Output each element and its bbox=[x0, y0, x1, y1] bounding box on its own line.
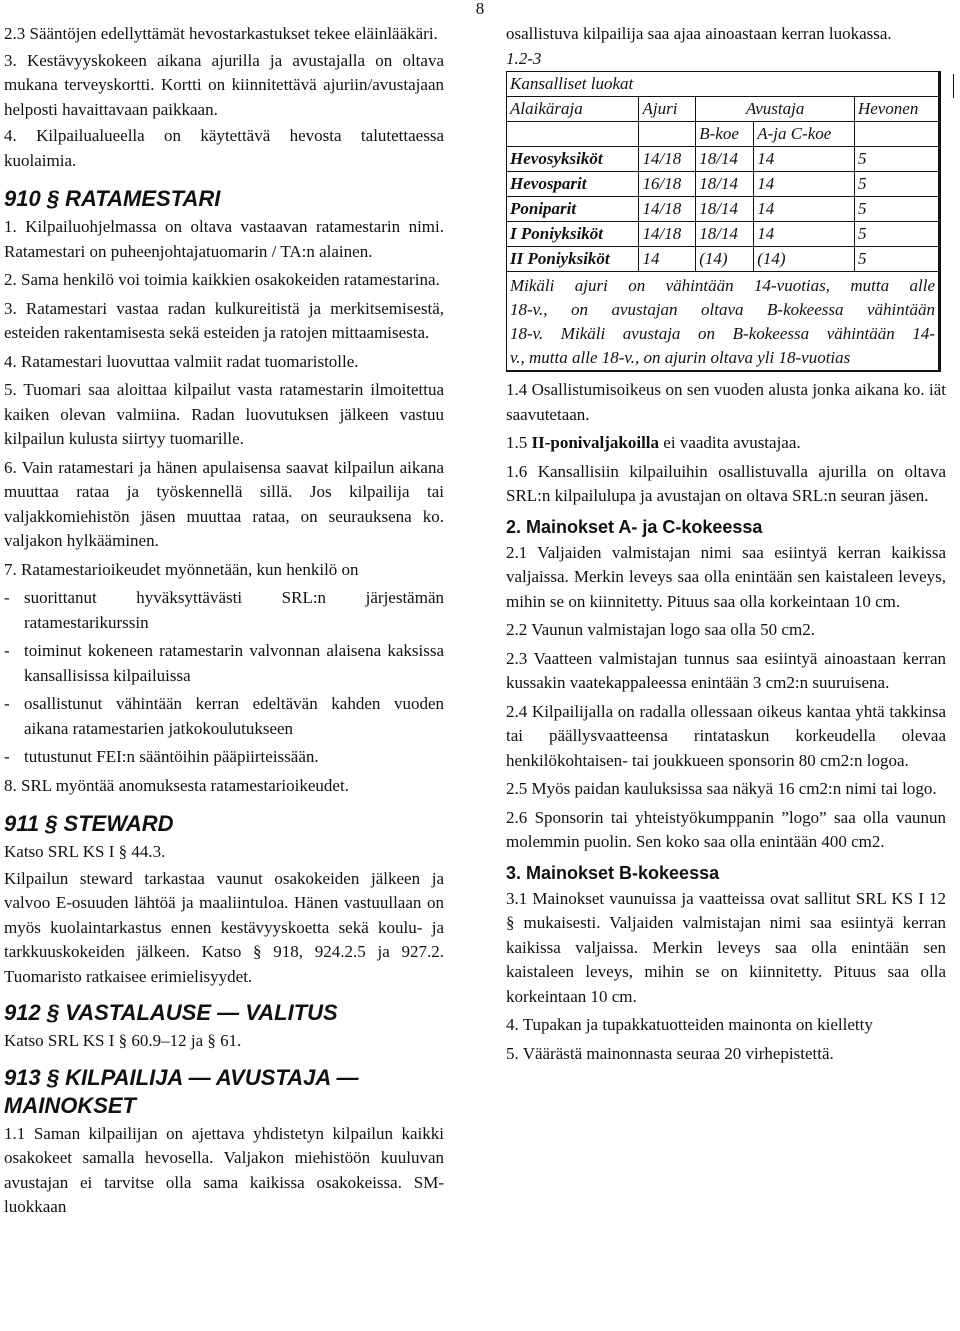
paragraph-3: 3. Kestävyyskokeen aikana ajurilla ja avustajalla on oltava mukana terveyskortti. Kortti on kiinnitettävä ajuriin/avustajaan helposti havaittavaan paikkaan. bbox=[4, 50, 444, 119]
cell-horse: 5 bbox=[854, 222, 939, 247]
dash-bullet: - bbox=[4, 694, 10, 713]
table-row bbox=[507, 172, 940, 197]
cell-b-test: (14) bbox=[696, 247, 754, 272]
paragraph-910-2: 2. Sama henkilö voi toimia kaikkien osakokeiden ratamestarina. bbox=[4, 270, 440, 289]
range-label: 1.2-3 bbox=[506, 48, 542, 68]
paragraph-4: 4. Kilpailualueella on käytettävä hevosta talutettaessa kuolaimia. bbox=[4, 126, 444, 170]
right-column bbox=[506, 22, 946, 1066]
table-note-line: 18-v., on avustajan oltava B-kokeessa vähintään bbox=[510, 300, 935, 319]
paragraph-910-6: 6. Vain ratamestari ja hänen apulaisensa saavat kilpailun aikana muuttaa rataa ja työskennellä sillä. Jos kilpailija tai valjakkomiehistön jäsen muuttaa rataa, on seurauksena ko. valjakon hylkääminen. bbox=[4, 457, 444, 550]
cell-driver: 14/18 bbox=[639, 222, 696, 247]
table-row bbox=[507, 247, 940, 272]
heading-912: 912 § VASTALAUSE — VALITUS bbox=[4, 1000, 338, 1025]
table-row bbox=[507, 222, 940, 247]
paragraph-910-8: 8. SRL myöntää anomuksesta ratamestarioikeudet. bbox=[4, 775, 349, 795]
paragraph-1-4: 1.4 Osallistumisoikeus on sen vuoden alusta jonka aikana ko. iät saavutetaan. bbox=[506, 380, 946, 424]
heading-913: 913 § KILPAILIJA — AVUSTAJA — MAINOKSET bbox=[4, 1064, 359, 1118]
subheader-empty bbox=[639, 122, 696, 147]
dash-item-text: tutustunut FEI:n sääntöihin pääpiirteissään. bbox=[24, 747, 319, 766]
dash-item-text: suorittanut hyväksyttävästi SRL:n järjestämän ratamestarikurssin bbox=[24, 588, 444, 632]
margin-bar bbox=[953, 74, 954, 98]
subheader-empty bbox=[854, 122, 939, 147]
heading-3: 3. Mainokset B-kokeessa bbox=[506, 862, 720, 883]
cell-driver: 14 bbox=[639, 247, 696, 272]
heading-2: 2. Mainokset A- ja C-kokeessa bbox=[506, 516, 763, 537]
paragraph-911-body: Kilpailun steward tarkastaa vaunut osakokeiden jälkeen ja valvoo E-osuuden lähtöä ja maaliintuloa. Hänen vastuullaan on myös kuolaintarkastus ennen kestävyyskoetta sekä koulu- ja tarkkuuskokeiden jälkeen. Katso § 918, 924.2.5 ja 927.2. Tuomaristo ratkaisee erimielisyydet. bbox=[4, 868, 444, 986]
paragraph-910-5: 5. Tuomari saa aloittaa kilpailut vasta ratamestarin ilmoitettua kaiken olevan valmiina. Radan luovutuksen jälkeen vastuu kilpailun kulusta siirtyy tuomarille. bbox=[4, 380, 444, 448]
table-note-line: Mikäli ajuri on vähintään 14-vuotias, mutta alle bbox=[510, 276, 935, 295]
subheader-ac-test: A-ja C-koe bbox=[754, 122, 855, 147]
table-note-line: v., mutta alle 18-v., on ajurin oltava yli 18-vuotias bbox=[510, 348, 851, 367]
cell-horse: 5 bbox=[854, 172, 939, 197]
header-driver: Ajuri bbox=[639, 97, 696, 122]
row-label: Hevosparit bbox=[507, 172, 639, 197]
dash-item bbox=[4, 639, 444, 688]
paragraph-1-5-prefix: 1.5 bbox=[506, 433, 532, 452]
cell-horse: 5 bbox=[854, 197, 939, 222]
paragraph-2-5: 2.5 Myös paidan kauluksissa saa näkyä 16 cm2:n nimi tai logo. bbox=[506, 779, 937, 798]
subheader-empty bbox=[507, 122, 639, 147]
dash-bullet: - bbox=[4, 747, 10, 766]
cell-ac-test: 14 bbox=[754, 197, 855, 222]
header-assistant: Avustaja bbox=[696, 97, 855, 122]
paragraph-913: 1.1 Saman kilpailijan on ajettava yhdistetyn kilpailun kaikki osakokeet samalla hevosella. Valjakon miehistöön kuuluvan avustajan ei tarvitse olla sama kaikissa osakokeissa. SM-luokkaan bbox=[4, 1123, 444, 1216]
cell-horse: 5 bbox=[854, 247, 939, 272]
table-row bbox=[507, 197, 940, 222]
cell-driver: 14/18 bbox=[639, 147, 696, 172]
paragraph-2-6: 2.6 Sponsorin tai yhteistyökumppanin ”logo” saa olla vaunun molemmin puolin. Sen koko saa olla enintään 400 cm2. bbox=[506, 807, 946, 851]
dash-bullet: - bbox=[4, 588, 10, 607]
left-column bbox=[4, 22, 444, 1220]
paragraph-910-3: 3. Ratamestari vastaa radan kulkureitistä ja merkitsemisestä, esteiden rakentamisesta sekä esteiden ja ratojen mittaamisesta. bbox=[4, 298, 444, 342]
paragraph-3-1: 3.1 Mainokset vaunuissa ja vaatteissa ovat sallitut SRL KS I 12 § mukaisesti. Valjaiden valmistajan nimi saa esiintyä kerran kaikissa valjaissa. Merkin leveys saa olla enintään sen kaistaleen leveys, mihin se on kiinnitetty. Pituus saa olla korkeintaan 10 cm. bbox=[506, 888, 946, 1006]
cell-driver: 16/18 bbox=[639, 172, 696, 197]
paragraph-2-2: 2.2 Vaunun valmistajan logo saa olla 50 cm2. bbox=[506, 620, 815, 639]
paragraph-1-6: 1.6 Kansallisiin kilpailuihin osallistuvalla ajurilla on oltava SRL:n kilpailulupa ja avustajan on oltava SRL:n seuran jäsen. bbox=[506, 461, 946, 505]
subheader-b-test: B-koe bbox=[696, 122, 754, 147]
paragraph-2-1: 2.1 Valjaiden valmistajan nimi saa esiintyä kerran kaikissa valjaissa. Merkin leveys saa olla enintään sen kaistaleen leveys, mihin se on kiinnitetty. Pituus saa olla korkeintaan 10 cm. bbox=[506, 542, 946, 611]
heading-910: 910 § RATAMESTARI bbox=[4, 186, 221, 211]
paragraph-4: 4. Tupakan ja tupakkatuotteiden mainonta on kielletty bbox=[506, 1015, 873, 1034]
dash-item bbox=[4, 745, 444, 770]
cell-ac-test: 14 bbox=[754, 172, 855, 197]
cell-b-test: 18/14 bbox=[696, 222, 754, 247]
cell-ac-test: (14) bbox=[754, 247, 855, 272]
header-horse: Hevonen bbox=[854, 97, 939, 122]
dash-item bbox=[4, 586, 444, 635]
table-title: Kansalliset luokat bbox=[507, 72, 940, 97]
cell-b-test: 18/14 bbox=[696, 197, 754, 222]
dash-bullet: - bbox=[4, 641, 10, 660]
row-label: II Poniyksiköt bbox=[507, 247, 639, 272]
paragraph-910-7: 7. Ratamestarioikeudet myönnetään, kun henkilö on bbox=[4, 559, 359, 579]
row-label: Hevosyksiköt bbox=[507, 147, 639, 172]
header-age-limit: Alaikäraja bbox=[507, 97, 639, 122]
paragraph-910-1: 1. Kilpailuohjelmassa on oltava vastaavan ratamestarin nimi. Ratamestari on puheenjohtajatuomarin / TA:n alainen. bbox=[4, 217, 444, 261]
table-row bbox=[507, 147, 940, 172]
dash-item bbox=[4, 692, 444, 741]
paragraph-910-4: 4. Ratamestari luovuttaa valmiit radat tuomaristolle. bbox=[4, 351, 359, 371]
row-label: I Poniyksiköt bbox=[507, 222, 639, 247]
paragraph-2-3: 2.3 Vaatteen valmistajan tunnus saa esiintyä ainoastaan kerran kussakin vaatekappaleessa enintään 3 cm2:n suuruisena. bbox=[506, 648, 946, 692]
paragraph-2-3: 2.3 Sääntöjen edellyttämät hevostarkastukset tekee eläinlääkäri. bbox=[4, 24, 438, 43]
paragraph-911-ref: Katso SRL KS I § 44.3. bbox=[4, 842, 166, 861]
cell-ac-test: 14 bbox=[754, 222, 855, 247]
table-note bbox=[507, 272, 940, 372]
cell-ac-test: 14 bbox=[754, 147, 855, 172]
dash-item-text: osallistunut vähintään kerran edeltävän kahden vuoden aikana ratamestarien jatkokoulutukseen bbox=[24, 694, 444, 738]
dash-item-text: toiminut kokeneen ratamestarin valvonnan alaisena kaksissa kansallisissa kilpailuissa bbox=[24, 641, 444, 685]
paragraph-1-5 bbox=[506, 431, 946, 456]
paragraph-cont: osallistuva kilpailija saa ajaa ainoastaan kerran luokassa. bbox=[506, 24, 892, 43]
national-classes-table bbox=[506, 71, 941, 372]
heading-911: 911 § STEWARD bbox=[4, 811, 174, 836]
page-number: 8 bbox=[475, 0, 485, 18]
cell-horse: 5 bbox=[854, 147, 939, 172]
paragraph-912: Katso SRL KS I § 60.9–12 ja § 61. bbox=[4, 1031, 242, 1050]
paragraph-1-5-bold: II-ponivaljakoilla bbox=[531, 433, 660, 452]
cell-driver: 14/18 bbox=[639, 197, 696, 222]
cell-b-test: 18/14 bbox=[696, 172, 754, 197]
cell-b-test: 18/14 bbox=[696, 147, 754, 172]
table-note-line: 18-v. Mikäli avustaja on B-kokeessa vähintään 14- bbox=[510, 324, 935, 343]
row-label: Poniparit bbox=[507, 197, 639, 222]
paragraph-1-5-suffix: ei vaadita avustajaa. bbox=[659, 433, 801, 452]
paragraph-2-4: 2.4 Kilpailijalla on radalla ollessaan oikeus kantaa yhtä takkinsa tai päällysvaatteensa rintataskun korkeudella olevaa henkilökohtaisen- tai joukkueen sponsorin 80 cm2:n logoa. bbox=[506, 701, 946, 770]
paragraph-5: 5. Väärästä mainonnasta seuraa 20 virhepistettä. bbox=[506, 1043, 834, 1063]
